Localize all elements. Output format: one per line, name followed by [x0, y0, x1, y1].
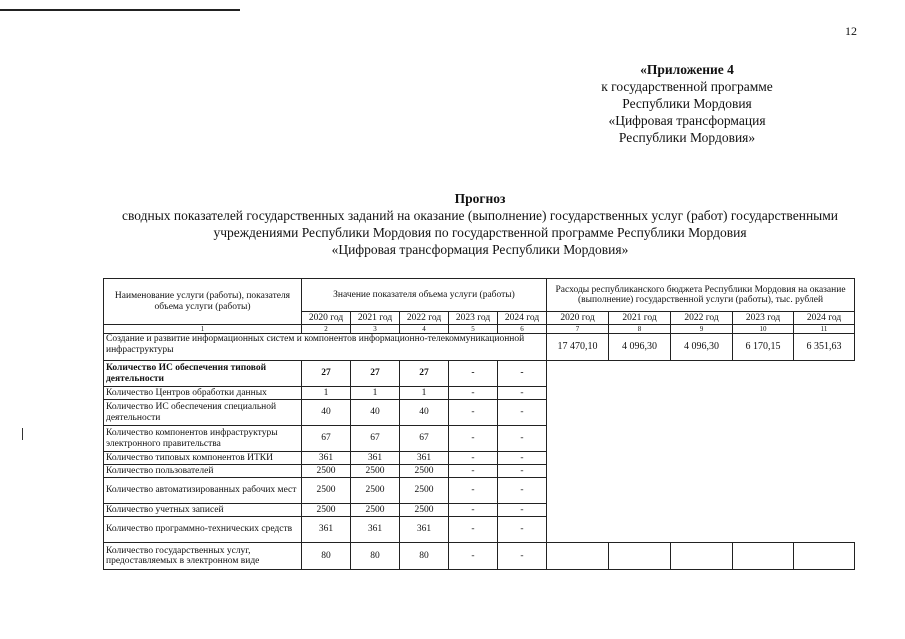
row-name: Количество программно-технических средств: [104, 517, 302, 543]
row-value: 2500: [400, 478, 449, 504]
expense-2022: 4 096,30: [671, 334, 733, 361]
row-name: Количество автоматизированных рабочих мест: [104, 478, 302, 504]
row-value: 2500: [351, 465, 400, 478]
row-value: -: [449, 517, 498, 543]
table-row: [104, 400, 855, 426]
scan-artifact-line: [0, 9, 240, 11]
table-row: [104, 452, 855, 465]
expense-2021: 4 096,30: [609, 334, 671, 361]
expense-2024: 6 351,63: [794, 334, 855, 361]
row-value: -: [498, 465, 547, 478]
row-value: -: [449, 543, 498, 570]
row-value: 361: [351, 452, 400, 465]
row-value: 27: [400, 361, 449, 387]
column-number: 7: [547, 325, 609, 334]
table-row: [104, 426, 855, 452]
row-value: -: [498, 361, 547, 387]
row-name: Количество типовых компонентов ИТКИ: [104, 452, 302, 465]
heading-line: учреждениями Республики Мордовия по государственной программе Республики Мордовия: [213, 225, 747, 240]
appendix-line: к государственной программе: [601, 79, 773, 94]
table-row: [104, 504, 855, 517]
row-value: 361: [302, 452, 351, 465]
header-budget-expenses: Расходы республиканского бюджета Республики Мордовия на оказание (выполнение) государственной услуги (работы), тыс. рублей: [547, 279, 855, 312]
row-value: -: [498, 426, 547, 452]
empty-cell: [671, 543, 733, 570]
row-value: -: [449, 452, 498, 465]
row-value: -: [449, 400, 498, 426]
heading-line: «Цифровая трансформация Республики Мордовия»: [331, 242, 629, 257]
row-value: 361: [400, 517, 449, 543]
column-number: 8: [609, 325, 671, 334]
table-row: [104, 465, 855, 478]
header-year: 2023 год: [449, 312, 498, 325]
page-number: 12: [845, 24, 857, 38]
expense-2023: 6 170,15: [733, 334, 794, 361]
appendix-line: «Цифровая трансформация: [608, 113, 766, 128]
column-number: 10: [733, 325, 794, 334]
document-heading: [100, 190, 860, 258]
row-value: 2500: [400, 504, 449, 517]
column-number: 3: [351, 325, 400, 334]
row-value: -: [498, 517, 547, 543]
appendix-line: Республики Мордовия»: [618, 130, 756, 145]
row-value: 80: [400, 543, 449, 570]
row-value: -: [498, 452, 547, 465]
row-name: Количество пользователей: [104, 465, 302, 478]
row-value: 40: [302, 400, 351, 426]
row-value: 80: [302, 543, 351, 570]
appendix-block: [557, 61, 817, 146]
row-value: 67: [400, 426, 449, 452]
table-row: [104, 517, 855, 543]
row-value: 1: [351, 387, 400, 400]
row-name: Количество ИС обеспечения типовой деятельности: [104, 361, 302, 387]
header-year: 2021 год: [351, 312, 400, 325]
row-value: -: [498, 504, 547, 517]
appendix-line: Республики Мордовия: [622, 96, 752, 111]
row-value: 40: [351, 400, 400, 426]
row-value: -: [498, 387, 547, 400]
header-year: 2022 год: [400, 312, 449, 325]
row-value: -: [449, 504, 498, 517]
column-number-row: [104, 325, 855, 334]
section-title: Создание и развитие информационных систем и компонентов информационно-телекоммуникационной инфраструктуры: [104, 334, 547, 361]
row-value: -: [449, 478, 498, 504]
row-name: Количество государственных услуг, предоставляемых в электронном виде: [104, 543, 302, 570]
empty-cell: [794, 543, 855, 570]
table-row-last: [104, 543, 855, 570]
header-year: 2021 год: [609, 312, 671, 325]
heading-line: сводных показателей государственных заданий на оказание (выполнение) государственных услуг (работ) государственными: [121, 208, 839, 223]
table-row: [104, 478, 855, 504]
header-indicator-values: Значение показателя объема услуги (работы): [302, 279, 547, 312]
row-value: 27: [302, 361, 351, 387]
section-row: [104, 334, 855, 361]
row-value: 1: [302, 387, 351, 400]
expense-2020: 17 470,10: [547, 334, 609, 361]
empty-cell: [733, 543, 794, 570]
table-row: [104, 387, 855, 400]
row-value: -: [449, 465, 498, 478]
row-value: 361: [351, 517, 400, 543]
row-value: -: [498, 478, 547, 504]
row-value: 2500: [351, 504, 400, 517]
header-year: 2024 год: [498, 312, 547, 325]
row-value: 361: [302, 517, 351, 543]
column-number: 6: [498, 325, 547, 334]
scan-artifact-mark: [22, 428, 23, 440]
header-year: 2020 год: [547, 312, 609, 325]
row-name: Количество ИС обеспечения специальной деятельности: [104, 400, 302, 426]
row-value: 67: [302, 426, 351, 452]
row-value: 80: [351, 543, 400, 570]
row-value: 2500: [400, 465, 449, 478]
column-number: 5: [449, 325, 498, 334]
row-value: 1: [400, 387, 449, 400]
column-number: 9: [671, 325, 733, 334]
row-value: 2500: [302, 465, 351, 478]
column-number: 2: [302, 325, 351, 334]
empty-cell: [547, 543, 609, 570]
header-year: 2023 год: [733, 312, 794, 325]
table-row: [104, 361, 855, 387]
row-value: 2500: [302, 478, 351, 504]
header-year: 2022 год: [671, 312, 733, 325]
empty-cell: [609, 543, 671, 570]
header-service-name: Наименование услуги (работы), показателя объема услуги (работы): [104, 279, 302, 325]
row-value: 2500: [351, 478, 400, 504]
header-year: 2024 год: [794, 312, 855, 325]
column-number: 1: [104, 325, 302, 334]
row-value: 27: [351, 361, 400, 387]
appendix-title: «Приложение 4: [640, 62, 734, 77]
column-number: 11: [794, 325, 855, 334]
row-value: -: [449, 387, 498, 400]
row-name: Количество Центров обработки данных: [104, 387, 302, 400]
row-value: 2500: [302, 504, 351, 517]
row-name: Количество компонентов инфраструктуры электронного правительства: [104, 426, 302, 452]
row-value: -: [449, 361, 498, 387]
row-value: 361: [400, 452, 449, 465]
header-year: 2020 год: [302, 312, 351, 325]
heading-title: Прогноз: [454, 191, 506, 206]
row-value: -: [498, 543, 547, 570]
column-number: 4: [400, 325, 449, 334]
row-value: -: [449, 426, 498, 452]
row-value: 40: [400, 400, 449, 426]
row-name: Количество учетных записей: [104, 504, 302, 517]
row-value: -: [498, 400, 547, 426]
forecast-table: [103, 278, 855, 570]
row-value: 67: [351, 426, 400, 452]
